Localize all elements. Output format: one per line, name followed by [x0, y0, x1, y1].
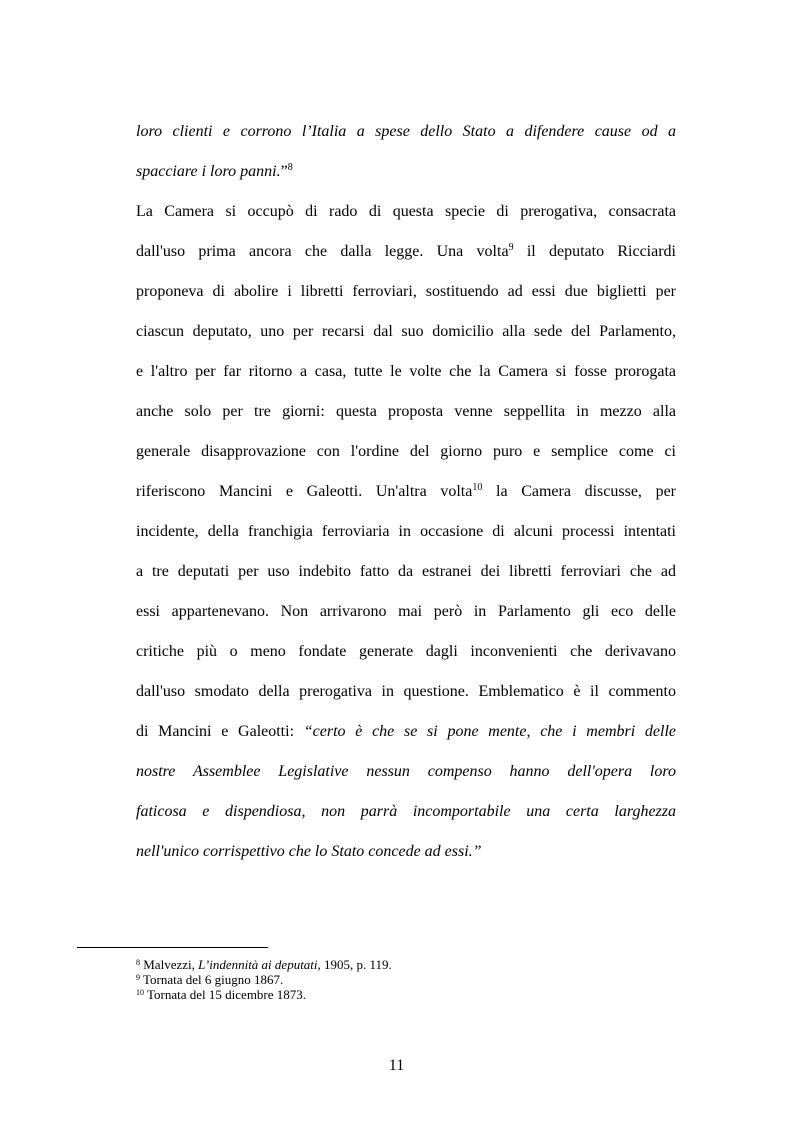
body-line-2	[136, 162, 676, 182]
footnote-ref-9[interactable]: 9	[508, 242, 514, 253]
footnote-separator	[77, 947, 268, 948]
footnote-9-text: Tornata del 6 giugno 1867.	[140, 972, 284, 987]
body-line-9: generale disapprovazione con l'ordine del giorno puro e semplice come ci	[136, 443, 676, 460]
body-line-1: loro clienti e corrono l’Italia a spese dello Stato a difendere cause od a	[136, 123, 676, 140]
body-line-4	[136, 242, 676, 262]
footnote-ref-10[interactable]: 10	[472, 482, 483, 493]
body-line-14: critiche più o meno fondate generate dagli inconvenienti che derivavano	[136, 643, 676, 660]
footnote-8-number: 8	[136, 958, 140, 967]
quote-start: “certo è che se si pone mente, che i membri delle	[303, 723, 676, 740]
body-line-16	[136, 722, 676, 742]
footnote-8-title: L’indennità ai deputati	[198, 957, 318, 972]
body-line-6: ciascun deputato, uno per recarsi dal suo domicilio alla sede del Parlamento,	[136, 323, 676, 340]
footnote-10-number: 10	[136, 988, 144, 997]
body-line-4-b: il deputato Ricciardi	[513, 243, 677, 260]
footnote-8-post: , 1905, p. 119.	[317, 957, 392, 972]
body-line-3: La Camera si occupò di rado di questa specie di prerogativa, consacrata	[136, 203, 676, 220]
footnote-8	[136, 957, 392, 972]
body-line-7: e l'altro per far ritorno a casa, tutte le volte che la Camera si fosse prorogata	[136, 363, 676, 380]
body-line-11: incidente, della franchigia ferroviaria in occasione di alcuni processi intentati	[136, 523, 676, 540]
body-line-17: nostre Assemblee Legislative nessun compenso hanno dell'opera loro	[136, 763, 676, 780]
body-line-12: a tre deputati per uso indebito fatto da estranei dei libretti ferroviari che ad	[136, 563, 676, 580]
body-line-18: faticosa e dispendiosa, non parrà incomportabile una certa larghezza	[136, 803, 676, 820]
body-line-10-b: la Camera discusse, per	[482, 483, 676, 500]
footnote-10-text: Tornata del 15 dicembre 1873.	[144, 987, 307, 1002]
footnote-10	[136, 987, 306, 1002]
body-line-2-quote: ”	[280, 163, 288, 180]
body-line-4-a: dall'uso prima ancora che dalla legge. Una volta	[136, 243, 509, 260]
footnote-8-pre: Malvezzi,	[140, 957, 199, 972]
page-number: 11	[388, 1057, 405, 1074]
body-line-16-a: di Mancini e Galeotti:	[136, 723, 304, 740]
body-line-15: dall'uso smodato della prerogativa in questione. Emblematico è il commento	[136, 683, 676, 700]
body-line-8: anche solo per tre giorni: questa proposta venne seppellita in mezzo alla	[136, 403, 676, 420]
body-line-2-text: spacciare i loro panni.	[136, 163, 281, 180]
body-line-19: nell'unico corrispettivo che lo Stato concede ad essi.”	[136, 843, 482, 860]
footnote-ref-8[interactable]: 8	[287, 162, 293, 173]
body-line-10-a: riferiscono Mancini e Galeotti. Un'altra volta	[136, 483, 473, 500]
body-line-5: proponeva di abolire i libretti ferroviari, sostituendo ad essi due biglietti per	[136, 283, 676, 300]
footnote-9-number: 9	[136, 973, 140, 982]
footnote-9	[136, 972, 283, 987]
body-line-13: essi appartenevano. Non arrivarono mai però in Parlamento gli eco delle	[136, 603, 676, 620]
body-line-10	[136, 482, 676, 502]
